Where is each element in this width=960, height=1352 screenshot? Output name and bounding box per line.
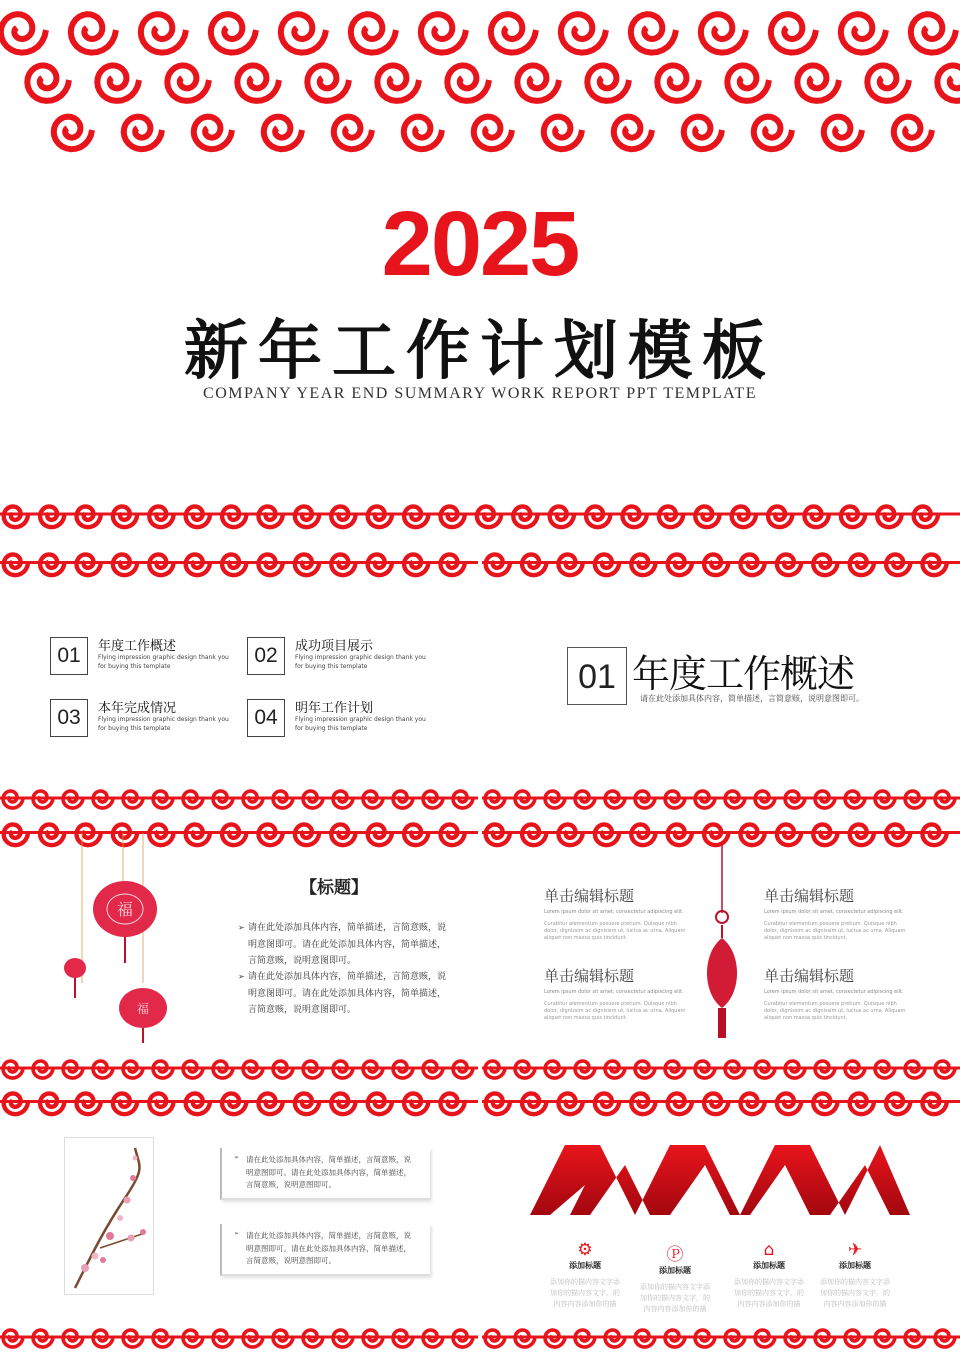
section-number: 01 xyxy=(567,647,627,705)
swirl-shape xyxy=(727,65,769,101)
toc-description: Flying impression graphic design thank you for buying this template xyxy=(98,654,229,670)
swirl-shape xyxy=(841,507,865,528)
edit-sub: Lorem ipsum dolor sit amet, consectetur adipiscing elit. xyxy=(544,909,684,915)
swirl-shape xyxy=(886,825,910,846)
bottom-swirl-border xyxy=(0,1053,478,1083)
bullet-text: ➢ 请在此处添加具体内容，简单描述，言简意赅，说明意图即可。请在此处添加具体内容，简单描述，言简意赅，说明意图即可。 xyxy=(248,920,448,970)
swirl-shape xyxy=(486,825,510,846)
toc-number: 03 xyxy=(50,699,88,737)
swirl-shape xyxy=(421,14,466,52)
edit-sub: Lorem ipsum dolor sit amet, consectetur adipiscing elit. xyxy=(544,989,684,995)
swirl-shape xyxy=(331,1094,355,1115)
swirl-shape xyxy=(704,1094,728,1115)
bottom-swirl-border xyxy=(482,783,960,813)
swirl-shape xyxy=(586,507,610,528)
swirl-shape xyxy=(404,1094,428,1115)
swirl-shape xyxy=(614,117,652,150)
swirl-shape xyxy=(71,14,116,52)
column-heading: 添加标题 xyxy=(753,1261,785,1270)
swirl-shape xyxy=(517,65,559,101)
swirl-shape xyxy=(623,507,647,528)
swirl-shape xyxy=(914,507,938,528)
toc-title: 年度工作概述 xyxy=(98,639,177,654)
swirl-shape xyxy=(732,507,756,528)
edit-body: Curabitur elementum posuere pretium. Quisque nibh dolor, dignissim ac dignissim ut, luctus ac urna. Aliquam aliquet non massa quis tincidunt. xyxy=(544,1001,686,1021)
bottom-swirl-border xyxy=(0,1322,478,1352)
swirl-border xyxy=(0,1082,478,1122)
swirl-shape xyxy=(561,14,606,52)
arrow-icon: ➢ xyxy=(238,972,245,981)
swirl-shape xyxy=(351,14,396,52)
text-box[interactable] xyxy=(220,1224,430,1276)
swirl-shape xyxy=(631,14,676,52)
toc-number: 02 xyxy=(247,637,285,675)
swirl-shape xyxy=(631,555,655,576)
column-description: 添加你的描内容文字添加你的描内容文字，的内容内容添加你的描 xyxy=(820,1278,890,1308)
swirl-shape xyxy=(741,555,765,576)
text-box-content: 请在此处添加具体内容，简单描述，言简意赅，说明意图即可。请在此处添加具体内容，简单描述，言简意赅，说明意图即可。 xyxy=(246,1231,411,1265)
ribbon-slide[interactable] xyxy=(482,1082,960,1352)
swirl-border xyxy=(0,543,478,583)
edit-title-slide[interactable] xyxy=(482,813,960,1083)
swirl-shape xyxy=(113,555,137,576)
feature-column[interactable] xyxy=(820,1240,890,1310)
swirl-shape xyxy=(659,507,683,528)
swirl-shape xyxy=(771,14,816,52)
svg-text:福: 福 xyxy=(136,1002,150,1016)
swirl-shape xyxy=(695,507,719,528)
swirl-shape xyxy=(54,117,92,150)
swirl-shape xyxy=(668,1094,692,1115)
swirl-shape xyxy=(259,555,283,576)
swirl-shape xyxy=(77,1094,101,1115)
swirl-shape xyxy=(805,507,829,528)
swirl-shape xyxy=(631,1094,655,1115)
swirl-shape xyxy=(668,825,692,846)
text-box[interactable] xyxy=(220,1148,430,1200)
swirl-shape xyxy=(1,14,46,52)
swirl-shape xyxy=(824,117,862,150)
edit-block[interactable] xyxy=(544,965,694,1022)
swirl-shape xyxy=(631,825,655,846)
arrow-icon: ➢ xyxy=(234,1154,240,1161)
swirl-shape xyxy=(559,825,583,846)
swirl-shape xyxy=(550,507,574,528)
english-subtitle: COMPANY YEAR END SUMMARY WORK REPORT PPT TEMPLATE xyxy=(203,385,757,402)
swirl-shape xyxy=(404,117,442,150)
swirl-shape xyxy=(522,555,546,576)
swirl-shape xyxy=(657,65,699,101)
swirl-shape xyxy=(522,1094,546,1115)
swirl-shape xyxy=(334,117,372,150)
swirl-shape xyxy=(587,65,629,101)
swirl-shape xyxy=(331,825,355,846)
swirl-shape xyxy=(513,507,537,528)
swirl-shape xyxy=(704,555,728,576)
swirl-shape xyxy=(113,507,137,528)
swirl-shape xyxy=(668,555,692,576)
swirl-shape xyxy=(295,1094,319,1115)
swirl-shape xyxy=(331,507,355,528)
bottom-swirl-border xyxy=(0,490,960,540)
column-description: 添加你的描内容文字添加你的描内容文字，的内容内容添加你的描 xyxy=(550,1278,620,1308)
column-heading: 添加标题 xyxy=(569,1261,601,1270)
toc-description: Flying impression graphic design thank you for buying this template xyxy=(295,716,426,732)
swirl-shape xyxy=(97,65,139,101)
swirl-shape xyxy=(222,1094,246,1115)
edit-body: Curabitur elementum posuere pretium. Quisque nibh dolor, dignissim ac dignissim ut, luctus ac urna. Aliquam aliquet non massa quis tincidunt. xyxy=(764,1001,906,1021)
swirl-shape xyxy=(777,825,801,846)
title-slide[interactable] xyxy=(0,0,960,540)
swirl-shape xyxy=(894,117,932,150)
edit-sub: Lorem ipsum dolor sit amet, consectetur adipiscing elit. xyxy=(764,989,904,995)
bird-icon: ✈ xyxy=(847,1240,863,1260)
edit-block[interactable] xyxy=(764,965,914,1022)
swirl-shape xyxy=(850,1094,874,1115)
bottom-swirl-border xyxy=(482,1053,960,1083)
toc-title: 明年工作计划 xyxy=(295,701,374,716)
column-heading: 添加标题 xyxy=(839,1261,871,1270)
plum-blossom-image xyxy=(64,1137,154,1295)
swirl-shape xyxy=(777,555,801,576)
swirl-shape xyxy=(149,1094,173,1115)
swirl-shape xyxy=(259,507,283,528)
swirl-shape xyxy=(923,1094,947,1115)
column-description: 添加你的描内容文字添加你的描内容文字，的内容内容添加你的描 xyxy=(734,1278,804,1308)
swirl-shape xyxy=(923,555,947,576)
toc-title: 本年完成情况 xyxy=(98,701,177,716)
arrow-icon: ➢ xyxy=(234,1230,240,1237)
home-icon: ⌂ xyxy=(763,1240,775,1260)
pinterest-icon: Ⓟ xyxy=(666,1245,684,1265)
swirl-shape xyxy=(77,555,101,576)
swirl-border xyxy=(482,543,960,583)
swirl-shape xyxy=(813,825,837,846)
swirl-shape xyxy=(295,555,319,576)
slide-title: 【标题】 xyxy=(300,878,368,898)
swirl-shape xyxy=(186,825,210,846)
swirl-shape xyxy=(40,1094,64,1115)
bottom-swirl-border xyxy=(482,1322,960,1352)
swirl-shape xyxy=(259,825,283,846)
section-slide[interactable] xyxy=(482,543,960,813)
edit-block[interactable] xyxy=(764,885,914,942)
bullet-text: ➢ 请在此处添加具体内容，简单描述，言简意赅，说明意图即可。请在此处添加具体内容，简单描述，言简意赅，说明意图即可。 xyxy=(248,969,448,1019)
swirl-shape xyxy=(684,117,722,150)
swirl-shape xyxy=(4,555,28,576)
swirl-shape xyxy=(167,65,209,101)
swirl-shape xyxy=(923,825,947,846)
swirl-shape xyxy=(441,555,465,576)
toc-item[interactable] xyxy=(50,635,240,679)
swirl-shape xyxy=(237,65,279,101)
swirl-shape xyxy=(486,1094,510,1115)
toc-description: Flying impression graphic design thank you for buying this template xyxy=(98,716,229,732)
red-ribbon-zigzag xyxy=(530,1140,910,1220)
swirl-shape xyxy=(259,1094,283,1115)
swirl-shape xyxy=(186,1094,210,1115)
gear-icon: ⚙ xyxy=(577,1240,593,1260)
swirl-shape xyxy=(486,555,510,576)
swirl-shape xyxy=(754,117,792,150)
swirl-shape xyxy=(222,507,246,528)
swirl-shape xyxy=(911,14,956,52)
swirl-shape xyxy=(777,1094,801,1115)
swirl-shape xyxy=(937,65,960,101)
swirl-shape xyxy=(113,1094,137,1115)
swirl-shape xyxy=(701,14,746,52)
swirl-shape xyxy=(544,117,582,150)
swirl-shape xyxy=(886,1094,910,1115)
swirl-shape xyxy=(40,555,64,576)
swirl-shape xyxy=(149,507,173,528)
section-subtitle: 请在此处添加具体内容，简单描述，言简意赅，说明意图即可。 xyxy=(640,694,864,703)
swirl-shape xyxy=(441,1094,465,1115)
red-lantern-icon xyxy=(694,843,750,1043)
bottom-swirl-border xyxy=(0,783,478,813)
swirl-shape xyxy=(141,14,186,52)
feature-column[interactable] xyxy=(640,1240,710,1315)
swirl-shape xyxy=(491,14,536,52)
edit-block[interactable] xyxy=(544,885,694,942)
feature-column[interactable] xyxy=(734,1240,804,1310)
swirl-shape xyxy=(331,555,355,576)
swirl-shape xyxy=(222,555,246,576)
swirl-shape xyxy=(595,825,619,846)
swirl-shape xyxy=(559,1094,583,1115)
swirl-shape xyxy=(264,117,302,150)
toc-item[interactable] xyxy=(247,635,437,679)
top-swirl-pattern xyxy=(0,0,960,170)
edit-heading: 单击编辑标题 xyxy=(544,887,635,905)
swirl-shape xyxy=(281,14,326,52)
swirl-shape xyxy=(186,507,210,528)
toc-item[interactable] xyxy=(50,697,240,741)
text-box-content: 请在此处添加具体内容，简单描述，言简意赅，说明意图即可。请在此处添加具体内容，简单描述，言简意赅，说明意图即可。 xyxy=(246,1155,411,1189)
swirl-shape xyxy=(149,555,173,576)
swirl-shape xyxy=(295,507,319,528)
edit-heading: 单击编辑标题 xyxy=(764,967,855,985)
swirl-shape xyxy=(797,65,839,101)
swirl-border xyxy=(482,1082,960,1122)
swirl-shape xyxy=(404,507,428,528)
edit-sub: Lorem ipsum dolor sit amet, consectetur adipiscing elit. xyxy=(764,909,904,915)
swirl-shape xyxy=(850,555,874,576)
swirl-shape xyxy=(559,555,583,576)
swirl-shape xyxy=(404,555,428,576)
edit-heading: 单击编辑标题 xyxy=(764,887,855,905)
section-title: 年度工作概述 xyxy=(632,652,855,696)
swirl-shape xyxy=(295,825,319,846)
swirl-shape xyxy=(404,825,428,846)
edit-body: Curabitur elementum posuere pretium. Quisque nibh dolor, dignissim ac dignissim ut, luctus ac urna. Aliquam aliquet non massa quis tincidunt. xyxy=(544,921,686,941)
lantern-slide[interactable] xyxy=(0,813,478,1083)
swirl-shape xyxy=(368,1094,392,1115)
swirl-shape xyxy=(40,507,64,528)
swirl-shape xyxy=(813,555,837,576)
fu-lantern-decoration xyxy=(55,833,175,1043)
arrow-icon: ➢ xyxy=(238,923,245,932)
swirl-shape xyxy=(222,825,246,846)
swirl-shape xyxy=(522,825,546,846)
swirl-shape xyxy=(768,507,792,528)
swirl-shape xyxy=(477,507,501,528)
swirl-shape xyxy=(850,825,874,846)
swirl-shape xyxy=(813,1094,837,1115)
year-heading: 2025 xyxy=(381,193,579,295)
edit-heading: 单击编辑标题 xyxy=(544,967,635,985)
swirl-shape xyxy=(27,65,69,101)
swirl-shape xyxy=(867,65,909,101)
swirl-shape xyxy=(4,825,28,846)
swirl-shape xyxy=(377,65,419,101)
feature-column[interactable] xyxy=(550,1240,620,1310)
swirl-shape xyxy=(877,507,901,528)
swirl-shape xyxy=(211,14,256,52)
swirl-shape xyxy=(841,14,886,52)
fu-character: 福 xyxy=(116,900,134,919)
swirl-shape xyxy=(124,117,162,150)
swirl-shape xyxy=(441,507,465,528)
swirl-shape xyxy=(368,555,392,576)
toc-number: 01 xyxy=(50,637,88,675)
swirl-shape xyxy=(447,65,489,101)
swirl-shape xyxy=(741,1094,765,1115)
swirl-shape xyxy=(886,555,910,576)
swirl-shape xyxy=(441,825,465,846)
swirl-shape xyxy=(595,1094,619,1115)
swirl-shape xyxy=(4,1094,28,1115)
swirl-shape xyxy=(194,117,232,150)
textbox-slide[interactable] xyxy=(0,1082,478,1352)
swirl-shape xyxy=(307,65,349,101)
toc-description: Flying impression graphic design thank you for buying this template xyxy=(295,654,426,670)
swirl-shape xyxy=(474,117,512,150)
column-heading: 添加标题 xyxy=(659,1266,691,1275)
column-description: 添加你的描内容文字添加你的描内容文字，的内容内容添加你的描 xyxy=(640,1283,710,1313)
edit-body: Curabitur elementum posuere pretium. Quisque nibh dolor, dignissim ac dignissim ut, luctus ac urna. Aliquam aliquet non massa quis tincidunt. xyxy=(764,921,906,941)
main-title: 新年工作计划模板 xyxy=(184,314,776,389)
toc-title: 成功项目展示 xyxy=(295,639,374,654)
contents-slide[interactable] xyxy=(0,543,478,813)
swirl-shape xyxy=(368,507,392,528)
swirl-shape xyxy=(186,555,210,576)
toc-item[interactable] xyxy=(247,697,437,741)
toc-number: 04 xyxy=(247,699,285,737)
swirl-shape xyxy=(368,825,392,846)
swirl-shape xyxy=(77,507,101,528)
swirl-shape xyxy=(595,555,619,576)
swirl-shape xyxy=(4,507,28,528)
